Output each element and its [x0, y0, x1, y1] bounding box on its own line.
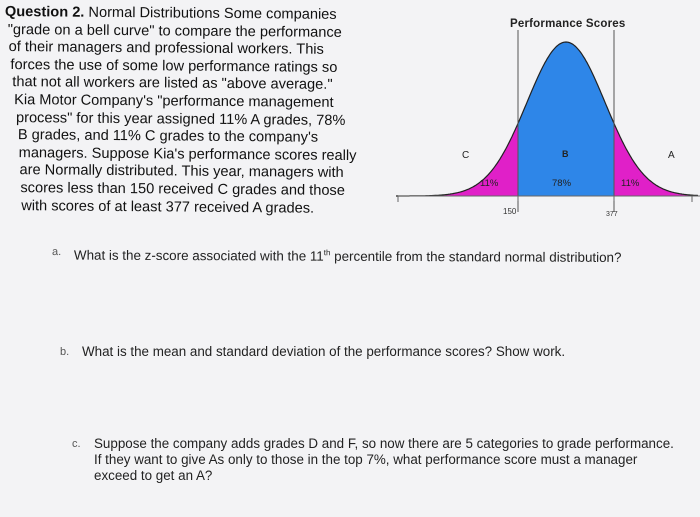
intro-line-8: B grades, and 11% C grades to the company's: [17, 127, 319, 146]
tick-label-377: 377: [606, 211, 618, 218]
question-c: [72, 436, 692, 484]
intro-line-3: of their managers and professional workers. This: [8, 39, 324, 58]
intro-line-10: are Normally distributed. This year, managers with: [19, 162, 344, 182]
question-b: [60, 344, 690, 360]
question-a-marker: a.: [51, 245, 62, 259]
intro-line-12: with scores of at least 377 received A grades.: [21, 197, 315, 217]
question-intro: [3, 4, 395, 219]
region-b-area: [518, 42, 614, 196]
bell-curve-figure: [392, 0, 700, 230]
intro-line-7: process" for this year assigned 11% A grades, 78%: [15, 109, 346, 129]
question-c-marker: c.: [72, 438, 81, 450]
question-c-text: Suppose the company adds grades D and F, so now there are 5 categories to grade performance. If they want to give As only to those in the top 7%, what performance score must a manager exceed to get an A?: [94, 436, 674, 483]
percent-label-a: 11%: [621, 178, 640, 189]
grade-label-b: B: [562, 149, 569, 159]
chart-title: Performance Scores: [510, 18, 626, 30]
tick-label-150: 150: [503, 207, 517, 216]
intro-line-4: forces the use of some low performance ratings so: [10, 56, 338, 76]
intro-line-1: Question 2. Normal Distributions Some companies: [4, 4, 337, 23]
intro-line-5: that not all workers are listed as "above average.": [12, 74, 333, 94]
grade-label-c: C: [462, 150, 470, 161]
percent-label-b: 78%: [552, 178, 572, 189]
intro-line-11: scores less than 150 received C grades and those: [20, 180, 345, 199]
question-label: Question 2.: [4, 4, 85, 21]
bell-curve-chart: [392, 0, 700, 230]
question-a-text: What is the z-score associated with the 11th percentile from the standard normal distribution?: [73, 247, 622, 265]
question-b-text: What is the mean and standard deviation of the performance scores? Show work.: [82, 344, 566, 359]
grade-label-a: A: [668, 150, 675, 161]
intro-line-2: "grade on a bell curve" to compare the performance: [7, 21, 342, 41]
intro-line-9: managers. Suppose Kia's performance scores really: [18, 144, 357, 164]
percent-label-c: 11%: [480, 178, 499, 189]
question-b-marker: b.: [60, 346, 70, 358]
intro-line-6: Kia Motor Company's "performance management: [14, 92, 334, 111]
question-a: [52, 244, 697, 266]
